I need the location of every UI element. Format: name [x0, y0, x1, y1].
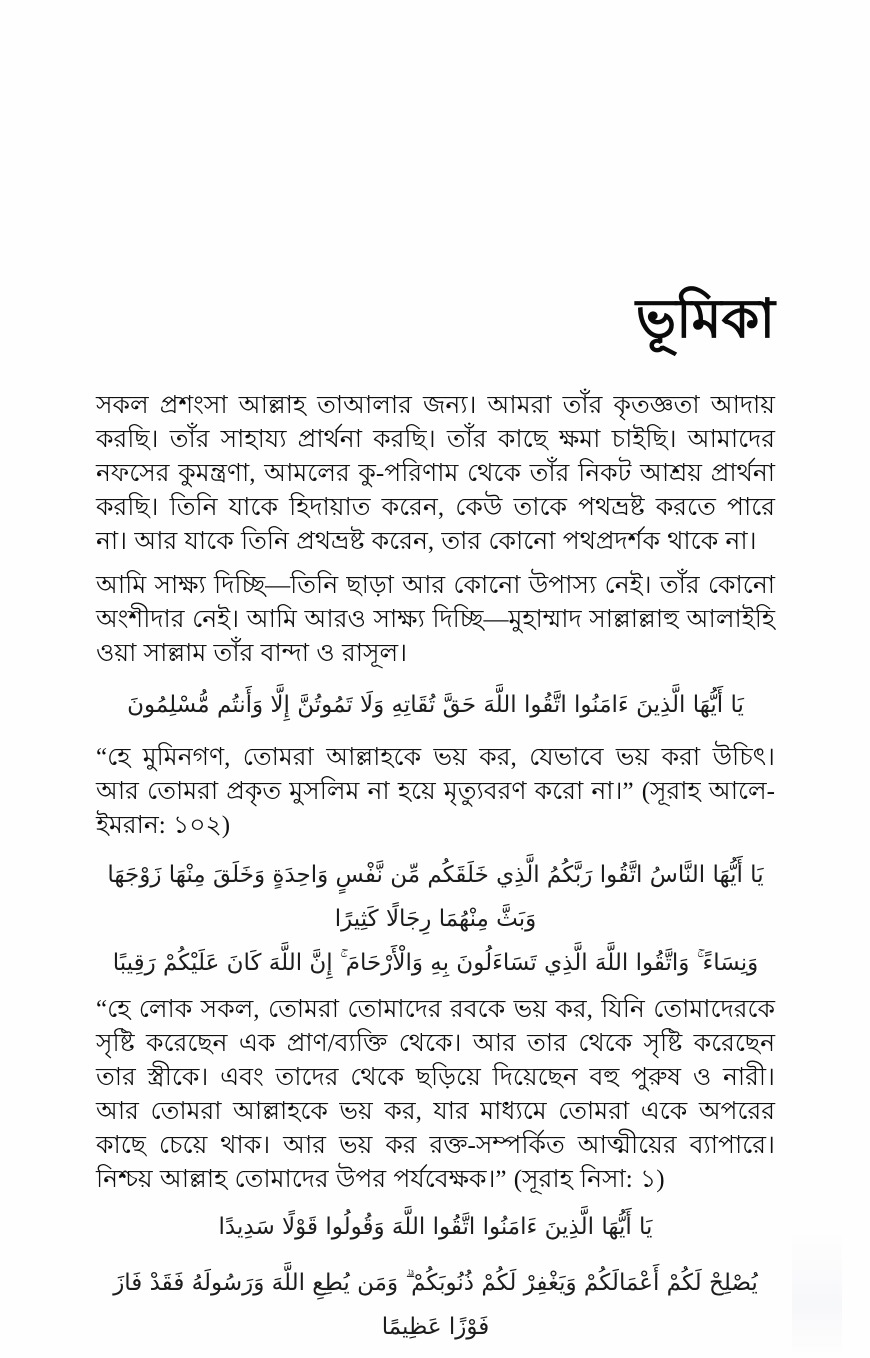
arabic-verse-1 [96, 683, 775, 727]
paragraph-testimony: আমি সাক্ষ্য দিচ্ছি—তিনি ছাড়া আর কোনো উপাস্য নেই। তাঁর কোনো অংশীদার নেই। আমি আরও সাক্ষ্য দিচ্ছি—মুহাম্মাদ সাল্লাল্লাহু আলাইহি ওয়া সাল্লাম তাঁর বান্দা ও রাসূল। [96, 572, 775, 668]
paragraph-opening-praise: সকল প্রশংসা আল্লাহ তাআলার জন্য। আমরা তাঁর কৃতজ্ঞতা আদায় করছি। তাঁর সাহায্য প্রার্থনা করছি। তাঁর কাছে ক্ষমা চাইছি। আমাদের নফসের কুমন্ত্রণা, আমলের কু-পরিণাম থেকে তাঁর নিকট আশ্রয় প্রার্থনা করছি। তিনি যাকে হিদায়াত করেন, কেউ তাকে পথভ্রষ্ট করতে পারে না। আর যাকে তিনি প্রথভ্রষ্ট করেন, তার কোনো পথপ্রদর্শক থাকে না। [96, 392, 775, 556]
quote-translation-2: “হে লোক সকল, তোমরা তোমাদের রবকে ভয় কর, যিনি তোমাদেরকে সৃষ্টি করেছেন এক প্রাণ/ব্যক্তি থেকে। আর তার থেকে সৃষ্টি করেছেন তার স্ত্রীকে। এবং তাদের থেকে ছড়িয়ে দিয়েছেন বহু পুরুষ ও নারী। আর তোমরা আল্লাহকে ভয় কর, যার মাধ্যমে তোমরা একে অপরের কাছে চেয়ে থাক। আর ভয় কর রক্ত-সম্পর্কিত আত্মীয়ের ব্যাপারে। নিশ্চয় আল্লাহ তোমাদের উপর পর্যবেক্ষক।” (সূরাহ নিসা: ১) [96, 996, 775, 1194]
arabic-verse-3-line-1: يَا أَيُّهَا الَّذِينَ ءَامَنُوا اتَّقُوا اللَّهَ وَقُولُوا قَوْلًا سَدِيدًا [218, 1214, 653, 1241]
arabic-verse-2-line-1: يَا أَيُّهَا النَّاسُ اتَّقُوا رَبَّكُمُ الَّذِي خَلَقَكُم مِّن نَّفْسٍ وَاحِدَةٍ وَخَلَقَ مِنْهَا زَوْجَهَا وَبَثَّ مِنْهُمَا رِجَالًا كَثِيرًا [107, 862, 764, 933]
scan-edge-artifact [792, 1228, 842, 1358]
arabic-verse-4 [96, 1261, 775, 1349]
arabic-verse-1-line-1: يَا أَيُّهَا الَّذِينَ ءَامَنُوا اتَّقُوا اللَّهَ حَقَّ تُقَاتِهِ وَلَا تَمُوتُنَّ إِلَّا وَأَنتُم مُّسْلِمُونَ [127, 692, 744, 719]
chapter-title: ভূমিকা [635, 289, 775, 349]
arabic-verse-2 [96, 853, 775, 985]
arabic-verse-2-line-2: وَنِسَاءً ۚ وَاتَّقُوا اللَّهَ الَّذِي تَسَاءَلُونَ بِهِ وَالْأَرْحَامَ ۚ إِنَّ اللَّهَ كَانَ عَلَيْكُمْ رَقِيبًا [112, 950, 759, 977]
quote-translation-1: “হে মুমিনগণ, তোমরা আল্লাহকে ভয় কর, যেভাবে ভয় করা উচিৎ। আর তোমরা প্রকৃত মুসলিম না হয়ে মৃত্যুবরণ করো না।” (সূরাহ আলে-ইমরান: ১০২) [96, 744, 775, 840]
arabic-verse-3 [96, 1205, 775, 1249]
arabic-verse-4-line-1: يُصْلِحْ لَكُمْ أَعْمَالَكُمْ وَيَغْفِرْ لَكُمْ ذُنُوبَكُمْ ۗ وَمَن يُطِعِ اللَّهَ وَرَسُولَهُ فَقَدْ فَازَ فَوْزًا عَظِيمًا [113, 1270, 758, 1341]
